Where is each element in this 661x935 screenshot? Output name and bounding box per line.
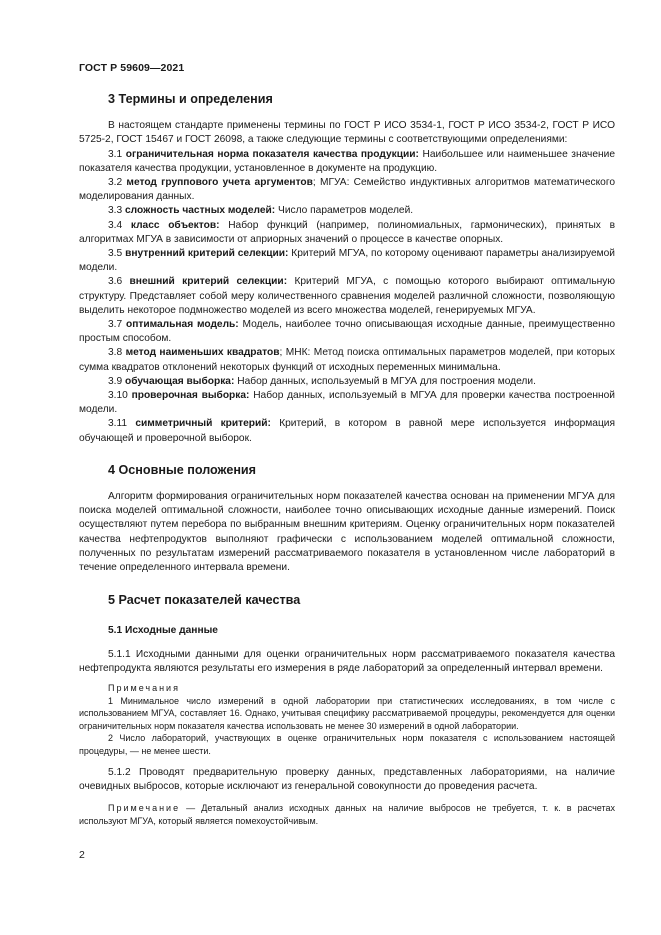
term-name: класс объектов:: [130, 219, 220, 231]
term-name: сложность частных моделей:: [125, 205, 276, 217]
subsection-5-1-title: 5.1 Исходные данные: [108, 624, 218, 636]
term-definition: ; МНК: Метод поиска оптимальных параметров моделей, при которых сумма квадратов отклонений некоторых функций от исходных переменных минимальна.: [79, 347, 615, 373]
term-item: [79, 219, 615, 247]
term-definition: Критерий МГУА, с помощью которого выбирают оптимальную структуру. Представляет собой меру количественного сравнения моделей различной сложности, позволяющую выделить некоторое подмножество моделей из всего множества моделей, генерируемых МГУА.: [79, 276, 616, 316]
term-definition: Набор данных, используемый в МГУА для построения модели.: [237, 375, 536, 387]
term-item: [79, 375, 615, 389]
paragraph-5-1-1: 5.1.1 Исходными данными для оценки ограничительных норм рассматриваемого показателя качества нефтепродукта являются результаты его измерения в ряде лабораторий за определенный интервал времени.: [79, 648, 615, 674]
term-name: метод наименьших квадратов: [125, 347, 280, 359]
section-3-intro: В настоящем стандарте применены термины по ГОСТ Р ИСО 3534-1, ГОСТ Р ИСО 3534-2, ГОСТ Р ИСО 5725-2, ГОСТ 15467 и ГОСТ 26098, а также следующие термины с соответствующими определениями:: [79, 120, 615, 146]
note-3-text: — Детальный анализ исходных данных на наличие выбросов не требуется, т. к. в расчетах используют МГУА, который является помехоустойчивым.: [79, 803, 615, 826]
page-content: [79, 92, 615, 827]
term-item: [79, 204, 615, 218]
term-item: [79, 389, 615, 417]
notes-block: [79, 682, 615, 758]
term-item: [79, 417, 615, 445]
term-number: 3.8: [108, 347, 123, 359]
term-item: [79, 176, 615, 204]
term-number: 3.9: [108, 375, 123, 387]
paragraph-5-1-2: 5.1.2 Проводят предварительную проверку данных, представленных лабораториями, на наличие очевидных выбросов, которые исключают из генеральной совокупности до проведения расчета.: [79, 766, 615, 792]
term-definition: ; МГУА: Семейство индуктивных алгоритмов математического моделирования данных.: [79, 177, 615, 203]
note-1: 1 Минимальное число измерений в одной лаборатории при статистических исследованиях, в том числе с использованием МГУА, составляет 16. Однако, учитывая специфику рассматриваемой процедуры, рекомендуется для оценки ограничительных норм показателя качества использовать не менее 30 измерений в одной лаборатории.: [79, 695, 615, 731]
term-number: 3.10: [108, 390, 128, 402]
note-3-title: Примечание: [108, 803, 181, 814]
term-item: [79, 318, 615, 346]
term-definition: Критерий, в котором в равной мере используется информация обучающей и проверочной выборок.: [79, 418, 615, 444]
standard-header: ГОСТ Р 59609—2021: [79, 62, 185, 74]
term-number: 3.7: [108, 319, 123, 331]
term-definition: Критерий МГУА, по которому оценивают параметры анализируемой модели.: [79, 248, 615, 274]
term-number: 3.3: [108, 205, 123, 217]
term-name: проверочная выборка:: [131, 390, 250, 402]
term-definition: Число параметров моделей.: [278, 205, 414, 217]
term-number: 3.5: [108, 248, 123, 260]
note-3: [79, 802, 615, 827]
term-name: оптимальная модель:: [125, 319, 239, 331]
section-3-title: 3 Термины и определения: [108, 92, 273, 106]
term-item: [79, 247, 615, 275]
term-name: внешний критерий селекции:: [129, 276, 288, 288]
term-definition: Модель, наиболее точно описывающая исходные данные, преимущественно простым способом.: [79, 319, 615, 345]
term-definition: Наибольшее или наименьшее значение показателя качества продукции, установленное в документе на продукцию.: [79, 148, 615, 174]
term-item: [79, 148, 615, 176]
section-5-title: 5 Расчет показателей качества: [108, 593, 301, 608]
term-name: внутренний критерий селекции:: [125, 248, 289, 260]
term-name: обучающая выборка:: [125, 375, 235, 387]
section-4-title: 4 Основные положения: [108, 462, 257, 477]
term-name: симметричный критерий:: [135, 418, 271, 430]
notes-title: Примечания: [108, 683, 180, 694]
term-item: [79, 346, 615, 374]
term-number: 3.1: [108, 148, 123, 160]
page-number: 2: [79, 849, 85, 861]
note-block-2: [79, 802, 615, 827]
term-number: 3.6: [108, 276, 123, 288]
term-item: [79, 275, 615, 318]
terms-list: [79, 148, 615, 446]
term-name: метод группового учета аргументов: [126, 177, 313, 189]
term-definition: Набор функций (например, полиномиальных, гармонических), принятых в алгоритмах МГУА в зависимости от априорных значений о процессе в качестве опорных.: [79, 219, 615, 245]
section-4-text: Алгоритм формирования ограничительных норм показателей качества основан на применении МГУА для поиска моделей оптимальной сложности, наиболее точно описывающих исходные данные измерений. Поиск осуществляют путем перебора по выбранным внешним критериям. Оценку ограничительных норм показателей качества нефтепродуктов выполняют графически с использованием моделей оптимальной сложности, полученных по результатам измерений рассматриваемого показателя в установленном числе лабораторий в течение определенного интервала времени.: [79, 491, 615, 574]
note-2: 2 Число лабораторий, участвующих в оценке ограничительных норм показателя с использованием настоящей процедуры, — не менее шести.: [79, 733, 615, 757]
term-definition: Набор данных, используемый в МГУА для проверки качества построенной модели.: [79, 390, 615, 416]
term-number: 3.11: [108, 418, 128, 430]
term-name: ограничительная норма показателя качества продукции:: [125, 148, 419, 160]
term-number: 3.2: [108, 177, 123, 189]
term-number: 3.4: [108, 219, 123, 231]
